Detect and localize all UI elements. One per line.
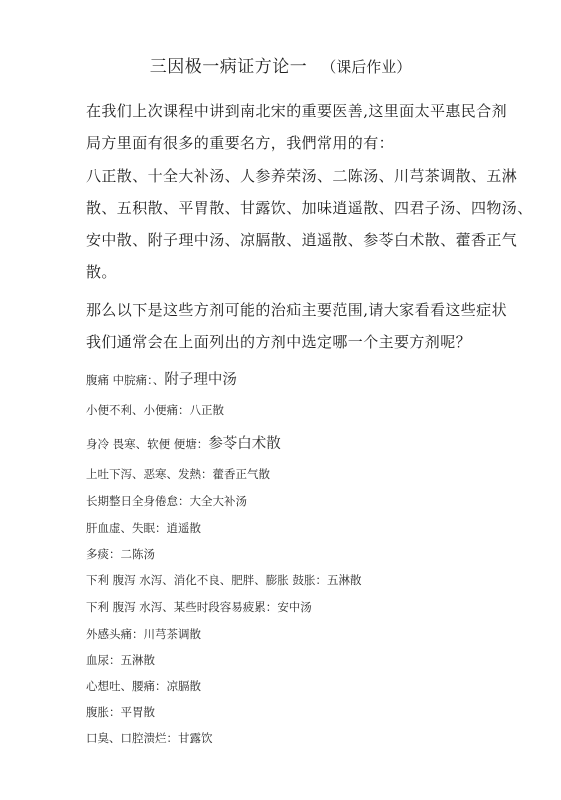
qa-symptom: 口臭、口腔溃烂：	[86, 731, 178, 745]
qa-answer: 二陈汤	[120, 547, 155, 561]
document-title	[0, 52, 561, 77]
qa-item	[86, 368, 506, 389]
qa-symptom: 腹胀：	[86, 705, 121, 719]
qa-symptom: 长期整日全身倦怠：	[86, 494, 190, 508]
qa-answer: 藿香正气散	[212, 467, 270, 481]
qa-item	[86, 493, 506, 509]
qa-symptom: 身冷 畏寒、软便 便塘：	[86, 437, 209, 451]
qa-answer: 平胃散	[120, 705, 155, 719]
qa-item	[86, 572, 506, 588]
formula-line: 散、五积散、平胃散、甘露饮、加味逍遥散、四君子汤、四物汤、	[86, 199, 533, 217]
qa-item	[86, 704, 506, 720]
formula-line: 散。	[86, 263, 117, 281]
title-main: 三因极一病证方论一	[149, 57, 308, 77]
formula-line: 八正散、十全大补汤、人参养荣汤、二陈汤、川芎茶调散、五淋	[86, 167, 518, 185]
qa-item	[86, 678, 506, 694]
qa-answer: 大全大补汤	[189, 494, 247, 508]
qa-item	[86, 599, 506, 615]
qa-item	[86, 730, 506, 746]
qa-answer: 附子理中汤	[164, 372, 237, 388]
qa-answer: 逍遥散	[166, 521, 201, 535]
qa-item	[86, 652, 506, 668]
qa-item	[86, 546, 506, 562]
question-paragraph	[86, 294, 507, 358]
qa-symptom: 下利 腹泻 水泻、某些时段容易疲累：	[86, 600, 278, 614]
question-line: 我们通常会在上面列出的方剂中选定哪一个主要方剂呢？	[86, 333, 472, 351]
title-subtitle: （课后作业）	[321, 58, 412, 76]
qa-item	[86, 432, 506, 453]
qa-answer: 参苓白术散	[208, 436, 281, 452]
qa-item	[86, 626, 506, 642]
formula-line: 安中散、附子理中汤、凉膈散、逍遥散、参苓白术散、藿香正气	[86, 231, 518, 249]
qa-answer: 安中汤	[277, 600, 312, 614]
qa-symptom: 下利 腹泻 水泻、消化不良、肥胖、膨胀 鼓胀：	[86, 573, 327, 587]
intro-line: 局方里面有很多的重要名方，我們常用的有：	[86, 134, 395, 152]
question-line: 那么以下是这些方剂可能的治疝主要范围,请大家看看这些症状	[86, 301, 507, 319]
qa-symptom: 肝血虚、失眠：	[86, 521, 167, 535]
qa-symptom: 心想吐、腰痛：	[86, 679, 167, 693]
formula-list-paragraph	[86, 160, 533, 288]
qa-symptom: 血尿：	[86, 653, 121, 667]
qa-symptom: 小便不利、小便痛：	[86, 403, 190, 417]
qa-symptom: 多痰：	[86, 547, 121, 561]
qa-symptom: 腹痛 中脘痛：、	[86, 373, 165, 387]
intro-paragraph	[86, 95, 507, 159]
qa-symptom: 外感头痛：	[86, 627, 144, 641]
qa-item	[86, 402, 506, 418]
intro-line: 在我们上次课程中讲到南北宋的重要医善,这里面太平惠民合剂	[86, 102, 507, 120]
qa-answer: 凉膈散	[166, 679, 201, 693]
qa-answer: 五淋散	[120, 653, 155, 667]
qa-item	[86, 520, 506, 536]
qa-answer: 八正散	[189, 403, 224, 417]
qa-symptom: 上吐下泻、恶寒、发熱：	[86, 467, 213, 481]
qa-answer: 川芎茶调散	[143, 627, 201, 641]
qa-answer: 五淋散	[326, 573, 362, 587]
qa-item	[86, 466, 506, 482]
qa-answer: 甘露饮	[178, 731, 213, 745]
